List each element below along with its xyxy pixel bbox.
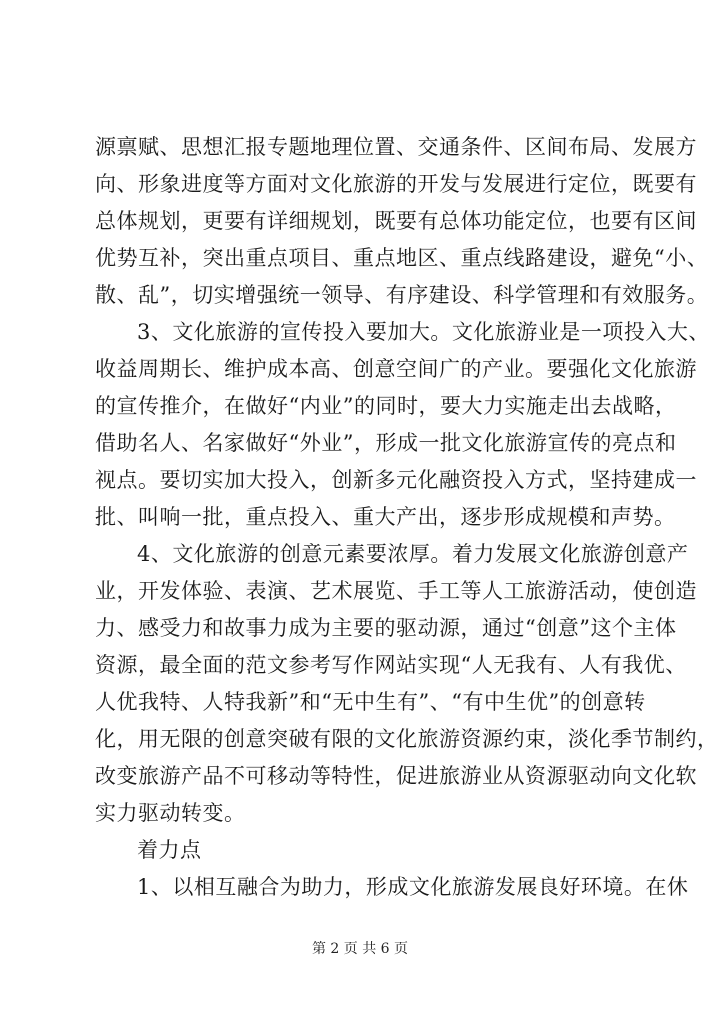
- body-line: 视点。要切实加大投入，创新多元化融资投入方式，坚持建成一: [95, 468, 697, 492]
- body-line: 的宣传推介，在做好“内业”的同时，要大力实施走出去战略，: [95, 394, 677, 418]
- body-line: 向、形象进度等方面对文化旅游的开发与发展进行定位，既要有: [95, 172, 697, 196]
- body-line: 总体规划，更要有详细规划，既要有总体功能定位，也要有区间: [95, 209, 697, 233]
- body-line: 力、感受力和故事力成为主要的驱动源，通过“创意”这个主体: [95, 616, 677, 640]
- body-line: 资源，最全面的范文参考写作网站实现“人无我有、人有我优、: [95, 653, 687, 677]
- body-line: 业，开发体验、表演、艺术展览、手工等人工旅游活动，使创造: [95, 579, 697, 603]
- body-line: 改变旅游产品不可移动等特性，促进旅游业从资源驱动向文化软: [95, 764, 697, 788]
- body-line: 人优我特、人特我新”和“无中生有”、“有中生优”的创意转: [95, 690, 646, 714]
- body-line: 源禀赋、思想汇报专题地理位置、交通条件、区间布局、发展方: [95, 135, 697, 159]
- paragraph-4-start: 4、文化旅游的创意元素要浓厚。着力发展文化旅游创意产: [137, 542, 689, 566]
- body-line: 散、乱”，切实增强统一领导、有序建设、科学管理和有效服务。: [95, 283, 709, 307]
- body-line: 化，用无限的创意突破有限的文化旅游资源约束，淡化季节制约，: [95, 727, 719, 751]
- paragraph-1-start: 1、以相互融合为助力，形成文化旅游发展良好环境。在休: [137, 875, 689, 899]
- section-heading: 着力点: [137, 838, 202, 862]
- paragraph-3-start: 3、文化旅游的宣传投入要加大。文化旅游业是一项投入大、: [137, 320, 710, 344]
- body-line: 借助名人、名家做好“外业”，形成一批文化旅游宣传的亮点和: [95, 431, 677, 455]
- body-line: 批、叫响一批，重点投入、重大产出，逐步形成规模和声势。: [95, 505, 676, 529]
- body-line: 优势互补，突出重点项目、重点地区、重点线路建设，避免“小、: [95, 246, 709, 270]
- body-line: 实力驱动转变。: [95, 801, 246, 825]
- page-number-footer: 第 2 页 共 6 页: [311, 941, 409, 957]
- body-line: 收益周期长、维护成本高、创意空间广的产业。要强化文化旅游: [95, 357, 697, 381]
